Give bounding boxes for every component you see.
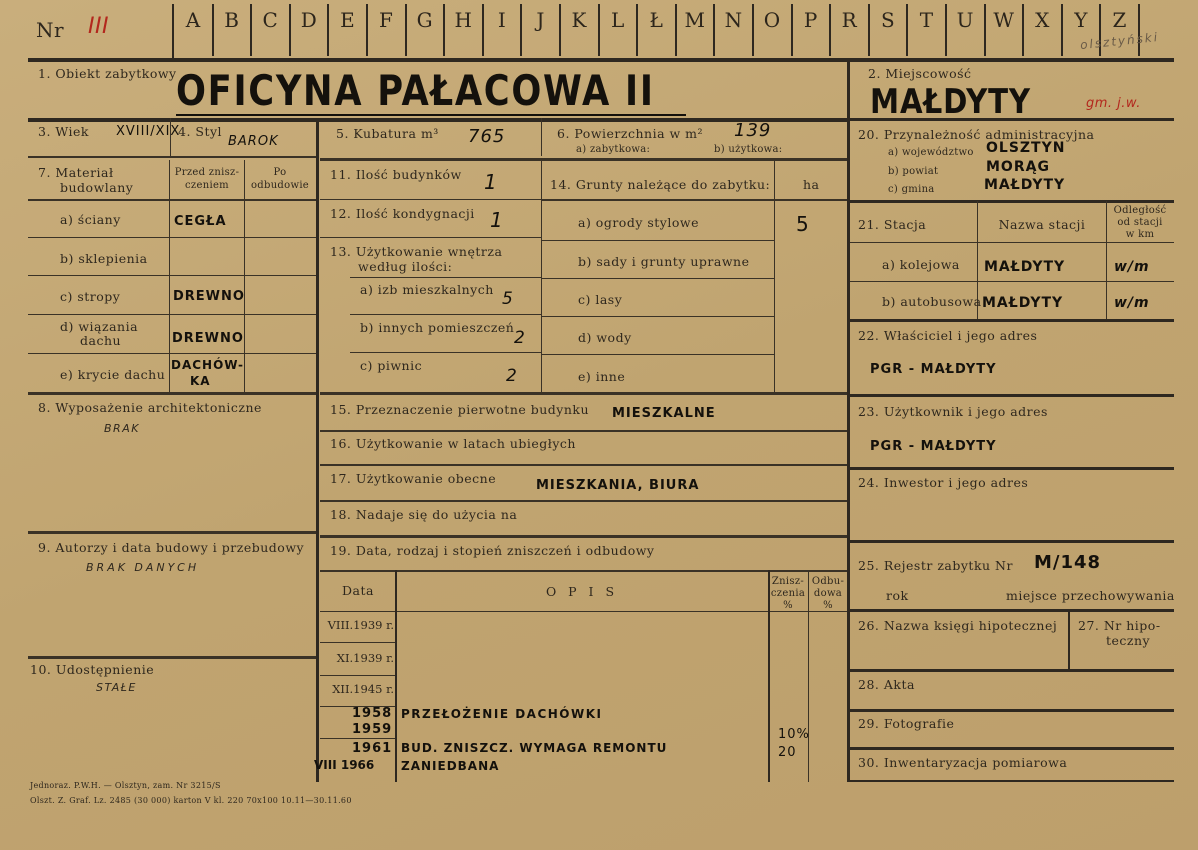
col-divider-left bbox=[316, 118, 319, 782]
field-17-value: MIESZKANIA, BIURA bbox=[536, 478, 700, 493]
right-rule-26 bbox=[850, 669, 1174, 672]
field-24-label: 24. Inwestor i jego adres bbox=[858, 475, 1029, 490]
alphabet-letter: G bbox=[416, 8, 433, 32]
field-12-label: 12. Ilość kondygnacji bbox=[330, 206, 475, 221]
field-14-rule-c bbox=[541, 316, 774, 317]
field-11-label: 11. Ilość budynków bbox=[330, 167, 462, 182]
alphabet-letter: W bbox=[993, 8, 1014, 32]
row-rule-1 bbox=[28, 118, 847, 122]
f19-col-damage-2: czenia bbox=[770, 588, 806, 599]
field-7-col-before-2: czeniem bbox=[185, 180, 229, 191]
field-7-rule-h bbox=[28, 199, 316, 201]
f19-col-divider-2 bbox=[768, 570, 770, 782]
field-7a-label: a) ściany bbox=[60, 212, 121, 227]
right-rule-30 bbox=[850, 780, 1174, 782]
field-20-label: 20. Przynależność administracyjna bbox=[858, 127, 1095, 142]
field-7c-label: c) stropy bbox=[60, 289, 121, 304]
alphabet-letter: Z bbox=[1112, 8, 1127, 32]
alphabet-letter: N bbox=[724, 8, 743, 32]
f19-col-damage-3: % bbox=[783, 600, 793, 611]
field-14e-label: e) inne bbox=[578, 369, 626, 384]
field-3-value: XVIII/XIX bbox=[116, 124, 181, 139]
field-14a-value: 5 bbox=[796, 212, 810, 236]
field-14c-label: c) lasy bbox=[578, 292, 623, 307]
field-7d-label-1: d) wiązania bbox=[60, 319, 139, 334]
field-16-label: 16. Użytkowanie w latach ubiegłych bbox=[330, 436, 576, 451]
f19-hw2-date-2: VIII 1966 bbox=[314, 758, 375, 772]
field-22-label: 22. Właściciel i jego adres bbox=[858, 328, 1038, 343]
field-5-label: 5. Kubatura m³ bbox=[336, 126, 439, 141]
field-20a-value: OLSZTYN bbox=[986, 140, 1066, 156]
field-1-label: 1. Obiekt zabytkowy bbox=[38, 66, 177, 81]
field-14a-label: a) ogrody stylowe bbox=[578, 215, 699, 230]
field-25-label: 25. Rejestr zabytku Nr bbox=[858, 558, 1013, 573]
field-21a-label: a) kolejowa bbox=[882, 257, 960, 272]
field-4-label: 4. Styl bbox=[178, 124, 223, 139]
field-30-label: 30. Inwentaryzacja pomiarowa bbox=[858, 755, 1068, 770]
right-rule-22 bbox=[850, 394, 1174, 397]
alphabet-letter: Y bbox=[1074, 8, 1088, 32]
f19-hw2-pct: 20 bbox=[778, 745, 797, 760]
field-10-value: STAŁE bbox=[96, 681, 137, 694]
f19-row-date: XI.1939 r. bbox=[336, 651, 394, 665]
field-21b-label: b) autobusowa bbox=[882, 294, 982, 309]
mid-divider-13 bbox=[541, 160, 542, 392]
f19-col-damage-1: Znisz- bbox=[771, 576, 805, 587]
alphabet-letter: J bbox=[536, 8, 545, 32]
f19-hw2-desc-2: ZANIEDBANA bbox=[401, 759, 500, 773]
field-7-rule-a bbox=[28, 237, 316, 238]
alphabet-letter: I bbox=[497, 8, 506, 32]
field-6-label: 6. Powierzchnia w m² bbox=[557, 126, 704, 141]
field-13b-value: 2 bbox=[514, 328, 526, 348]
field-14-rule-b bbox=[541, 278, 774, 279]
field-15-label: 15. Przeznaczenie pierwotne budynku bbox=[330, 402, 590, 417]
right-rule-21 bbox=[850, 319, 1174, 322]
alphabet-letter: S bbox=[880, 8, 895, 32]
field-23-value: PGR - MAŁDYTY bbox=[870, 439, 997, 454]
field-21-label: 21. Stacja bbox=[858, 217, 927, 232]
field-14-divider bbox=[774, 160, 775, 392]
f19-hw1-date-1: 1958 bbox=[352, 706, 393, 721]
field-25-year-label: rok bbox=[886, 588, 909, 603]
field-2-note: gm. j.w. bbox=[1086, 96, 1141, 111]
f19-hw2-date-1: 1961 bbox=[352, 741, 393, 756]
field-23-label: 23. Użytkownik i jego adres bbox=[858, 404, 1048, 419]
field-7-rule-b bbox=[28, 275, 316, 276]
field-22-value: PGR - MAŁDYTY bbox=[870, 362, 997, 377]
alphabet-letter: B bbox=[224, 8, 239, 32]
f19-col-divider-3 bbox=[808, 570, 809, 782]
f19-col-rebuild-1: Odbu- bbox=[811, 576, 845, 587]
mid-rule-16 bbox=[320, 464, 847, 466]
mid-rule-18 bbox=[320, 535, 847, 538]
field-7a-value: CEGŁA bbox=[174, 214, 227, 229]
field-5-divider bbox=[541, 118, 542, 156]
field-9-label: 9. Autorzy i data budowy i przebudowy bbox=[38, 540, 305, 555]
field-7-label-1: 7. Materiał bbox=[38, 165, 114, 180]
right-rule-24 bbox=[850, 540, 1174, 543]
alphabet-letter: Ł bbox=[649, 8, 663, 32]
field-21-col-dist-2: od stacji bbox=[1117, 217, 1163, 228]
mid-rule-17 bbox=[320, 500, 847, 502]
field-29-label: 29. Fotografie bbox=[858, 716, 955, 731]
field-14-label: 14. Grunty należące do zabytku: bbox=[550, 177, 771, 192]
field-13-label-2: według ilości: bbox=[358, 259, 453, 274]
field-14d-label: d) wody bbox=[578, 330, 632, 345]
field-21-rule-h bbox=[850, 242, 1174, 243]
field-7e-value-1: DACHÓW- bbox=[171, 358, 244, 372]
field-13a-value: 5 bbox=[502, 289, 514, 309]
nr-value: III bbox=[88, 14, 109, 39]
field-7d-value: DREWNO bbox=[172, 331, 244, 346]
field-14-rule-h bbox=[541, 199, 847, 201]
field-6b-label: b) użytkowa: bbox=[714, 144, 783, 155]
f19-col-rebuild-2: dowa bbox=[813, 588, 843, 599]
field-2-label: 2. Miejscowość bbox=[868, 66, 972, 81]
field-7-col-divider-1 bbox=[169, 160, 170, 392]
field-20c-value: MAŁDYTY bbox=[984, 177, 1066, 193]
field-21-col-name: Nazwa stacji bbox=[998, 217, 1086, 232]
field-1-underline bbox=[176, 114, 686, 116]
f19-rule-hw1 bbox=[320, 738, 395, 739]
field-13a-label: a) izb mieszkalnych bbox=[360, 282, 494, 297]
nr-label: Nr bbox=[36, 18, 65, 42]
field-7-col-divider-2 bbox=[244, 160, 245, 392]
field-20b-label: b) powiat bbox=[888, 166, 939, 177]
field-25-place-label: miejsce przechowywania bbox=[1006, 588, 1175, 603]
field-18-label: 18. Nadaje się do użycia na bbox=[330, 507, 518, 522]
field-2-value: MAŁDYTY bbox=[870, 82, 1031, 122]
field-10-label: 10. Udostępnienie bbox=[30, 662, 155, 677]
footer-print-info-1: Jednoraz. P.W.H. — Olsztyn, zam. Nr 3215/S bbox=[30, 781, 221, 790]
field-1-value: OFICYNA PAŁACOWA II bbox=[176, 66, 655, 115]
field-13b-label: b) innych pomieszczeń bbox=[360, 320, 515, 335]
alphabet-letter: D bbox=[300, 8, 317, 32]
field-17-label: 17. Użytkowanie obecne bbox=[330, 471, 497, 486]
field-21a-dist: w/m bbox=[1114, 259, 1150, 275]
field-12-value: 1 bbox=[490, 208, 504, 232]
f19-col-divider-1 bbox=[395, 570, 397, 782]
field-7c-value: DREWNO bbox=[173, 289, 245, 304]
field-21b-dist: w/m bbox=[1114, 295, 1150, 311]
alphabet-letter: H bbox=[454, 8, 472, 32]
right-rule-23 bbox=[850, 467, 1174, 470]
mid-rule-14 bbox=[320, 392, 847, 395]
field-7-rule-e bbox=[28, 392, 316, 395]
field-11-value: 1 bbox=[484, 170, 498, 194]
f19-hw1-date-2: 1959 bbox=[352, 722, 393, 737]
right-rule-28 bbox=[850, 709, 1174, 712]
alphabet-letter: E bbox=[340, 8, 355, 32]
field-3-divider bbox=[170, 118, 171, 156]
field-21-rule-a bbox=[850, 281, 1174, 282]
row-rule-8 bbox=[28, 531, 316, 534]
alphabet-letter: R bbox=[841, 8, 857, 32]
mid-rule-12 bbox=[320, 237, 541, 238]
right-rule-2 bbox=[850, 118, 1174, 121]
field-14-unit: ha bbox=[803, 177, 820, 192]
alphabet-letter: K bbox=[571, 8, 587, 32]
field-8-label: 8. Wyposażenie architektoniczne bbox=[38, 400, 262, 415]
field-26-divider bbox=[1068, 610, 1070, 670]
f19-hw2-desc-1: BUD. ZNISZCZ. WYMAGA REMONTU bbox=[401, 741, 668, 755]
mid-rule-15 bbox=[320, 430, 847, 432]
field-9-value: BRAK DANYCH bbox=[86, 561, 200, 574]
field-7d-label-2: dachu bbox=[80, 333, 122, 348]
field-7b-label: b) sklepienia bbox=[60, 251, 148, 266]
alphabet-letter: U bbox=[956, 8, 974, 32]
alphabet-letter: L bbox=[610, 8, 625, 32]
field-20b-value: MORĄG bbox=[986, 159, 1050, 175]
f19-row-date: XII.1945 r. bbox=[332, 682, 394, 696]
alphabet-letter: T bbox=[919, 8, 934, 32]
field-21a-value: MAŁDYTY bbox=[984, 259, 1066, 275]
f19-hw1-desc: PRZEŁOŻENIE DACHÓWKI bbox=[401, 707, 603, 721]
alphabet-letter: X bbox=[1035, 8, 1050, 32]
f19-hw1-pct: 10% bbox=[778, 727, 810, 742]
right-rule-20 bbox=[850, 200, 1174, 203]
field-15-value: MIESZKALNE bbox=[612, 406, 716, 421]
field-7-col-before-1: Przed znisz- bbox=[174, 167, 240, 178]
row-rule-2b bbox=[320, 158, 847, 161]
row-rule-9 bbox=[28, 656, 316, 659]
field-21b-value: MAŁDYTY bbox=[982, 295, 1064, 311]
field-5-value: 765 bbox=[468, 126, 506, 147]
alphabet-letter: C bbox=[262, 8, 278, 32]
field-26-label: 26. Nazwa księgi hipotecznej bbox=[858, 618, 1058, 633]
field-28-label: 28. Akta bbox=[858, 677, 915, 692]
f19-col-date: Data bbox=[342, 583, 374, 598]
field-20c-label: c) gmina bbox=[888, 184, 935, 195]
right-rule-29 bbox=[850, 747, 1174, 750]
corner-pencil-note: olsztyński bbox=[1079, 29, 1160, 53]
f19-col-desc: O P I S bbox=[545, 584, 619, 599]
f19-row-date: VIII.1939 r. bbox=[327, 618, 394, 632]
field-7-label-2: budowlany bbox=[60, 180, 134, 195]
mid-rule-13a bbox=[350, 314, 541, 315]
f19-col-rebuild-3: % bbox=[823, 600, 833, 611]
field-27-label-2: teczny bbox=[1106, 633, 1151, 648]
field-7-rule-d bbox=[28, 353, 316, 354]
field-13-label-1: 13. Użytkowanie wnętrza bbox=[330, 244, 503, 259]
field-19-label: 19. Data, rodzaj i stopień zniszczeń i odbudowy bbox=[330, 543, 655, 558]
field-21-divider-2 bbox=[1106, 201, 1107, 319]
alphabet-letter: P bbox=[803, 8, 818, 32]
field-4-value: BAROK bbox=[228, 134, 279, 149]
alphabet-separator bbox=[1138, 4, 1140, 56]
mid-rule-13 bbox=[350, 277, 541, 278]
field-7-rule-c bbox=[28, 314, 316, 315]
field-7e-value-2: KA bbox=[190, 374, 211, 388]
field-21-col-dist-1: Odległość bbox=[1113, 205, 1167, 216]
field-6a-label: a) zabytkowa: bbox=[576, 144, 651, 155]
field-14-rule-d bbox=[541, 354, 774, 355]
field-6-value: 139 bbox=[734, 120, 772, 141]
footer-print-info-2: Olszt. Z. Graf. Lz. 2485 (30 000) karton V kl. 220 70x100 10.11—30.11.60 bbox=[30, 796, 352, 805]
alphabet-letter: F bbox=[379, 8, 393, 32]
field-13c-label: c) piwnic bbox=[360, 358, 423, 373]
right-rule-25 bbox=[850, 609, 1174, 612]
f19-row-rule bbox=[320, 675, 395, 676]
mid-rule-11 bbox=[320, 199, 541, 200]
field-14-rule-a bbox=[541, 240, 774, 241]
field-21-col-dist-3: w km bbox=[1125, 229, 1155, 240]
field-20a-label: a) województwo bbox=[888, 147, 974, 158]
alphabet-letter: O bbox=[763, 8, 781, 32]
field-25-value: M/148 bbox=[1034, 552, 1102, 573]
field-13c-value: 2 bbox=[506, 366, 518, 386]
field-7-col-after-1: Po bbox=[273, 167, 287, 178]
field-27-label-1: 27. Nr hipo- bbox=[1078, 618, 1161, 633]
mid-rule-13b bbox=[350, 352, 541, 353]
row-rule-2 bbox=[28, 156, 316, 158]
field-7-col-after-2: odbudowie bbox=[250, 180, 310, 191]
field-7e-label: e) krycie dachu bbox=[60, 367, 166, 382]
field-8-value: BRAK bbox=[104, 422, 140, 435]
col-divider-right bbox=[847, 60, 850, 782]
f19-row-rule bbox=[320, 642, 395, 643]
header-rule bbox=[28, 58, 1174, 62]
field-3-label: 3. Wiek bbox=[38, 124, 89, 139]
field-14b-label: b) sady i grunty uprawne bbox=[578, 254, 750, 269]
alphabet-letter: A bbox=[185, 8, 201, 32]
alphabet-letter: M bbox=[684, 8, 706, 32]
